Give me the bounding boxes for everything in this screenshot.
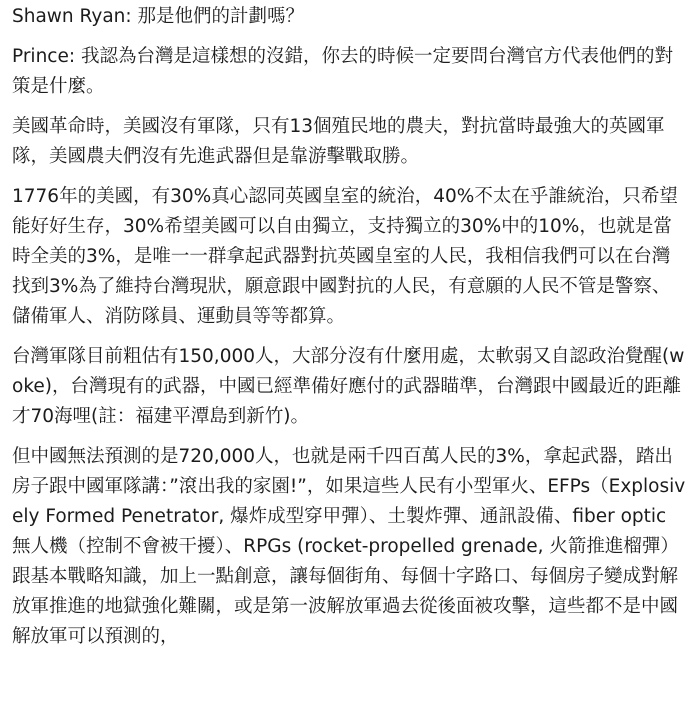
- paragraph-prince-answer: Prince: 我認為台灣是這樣想的沒錯，你去的時候一定要問台灣官方代表他們的對策是什麼。: [12, 46, 673, 97]
- paragraph-shawn-question: Shawn Ryan: 那是他們的計劃嗎？: [12, 6, 305, 27]
- paragraph-taiwan-military: 台灣軍隊目前粗估有150,000人，大部分沒有什麼用處，太軟弱又自認政治覺醒(woke)，台灣現有的武器，中國已經準備好應付的武器瞄準，台灣跟中國最近的距離才70海哩(註：福建平潭島到新竹)。: [12, 346, 685, 427]
- paragraph-unpredictable-resistance: 但中國無法預測的是720,000人，也就是兩千四百萬人民的3%，拿起武器，踏出房子跟中國軍隊講：”滾出我的家園!”，如果這些人民有小型軍火、EFPs（Explosively Formed Penetrator, 爆炸成型穿甲彈）、土製炸彈、通訊設備、fiber optic 無人機（控制不會被干擾）、RPGs (rocket-propelled grenade, 火箭推進榴彈）跟基本戰略知識，加上一點創意，讓每個街角、每個十字路口、每個房子變成對解放軍推進的地獄強化難關，或是第一波解放軍過去從後面被攻擊，這些都不是中國解放軍可以預測的，: [12, 446, 686, 647]
- paragraph-american-revolution: 美國革命時，美國沒有軍隊，只有13個殖民地的農夫，對抗當時最強大的英國軍隊，美國農夫們沒有先進武器但是靠游擊戰取勝。: [12, 116, 665, 167]
- paragraph-1776-percentages: 1776年的美國，有30%真心認同英國皇室的統治，40%不太在乎誰統治，只希望能好好生存，30%希望美國可以自由獨立，支持獨立的30%中的10%，也就是當時全美的3%，是唯一一群拿起武器對抗英國皇室的人民，我相信我們可以在台灣找到3%為了維持台灣現狀，願意跟中國對抗的人民，有意願的人民不管是警察、儲備軍人、消防隊員、運動員等等都算。: [12, 186, 678, 327]
